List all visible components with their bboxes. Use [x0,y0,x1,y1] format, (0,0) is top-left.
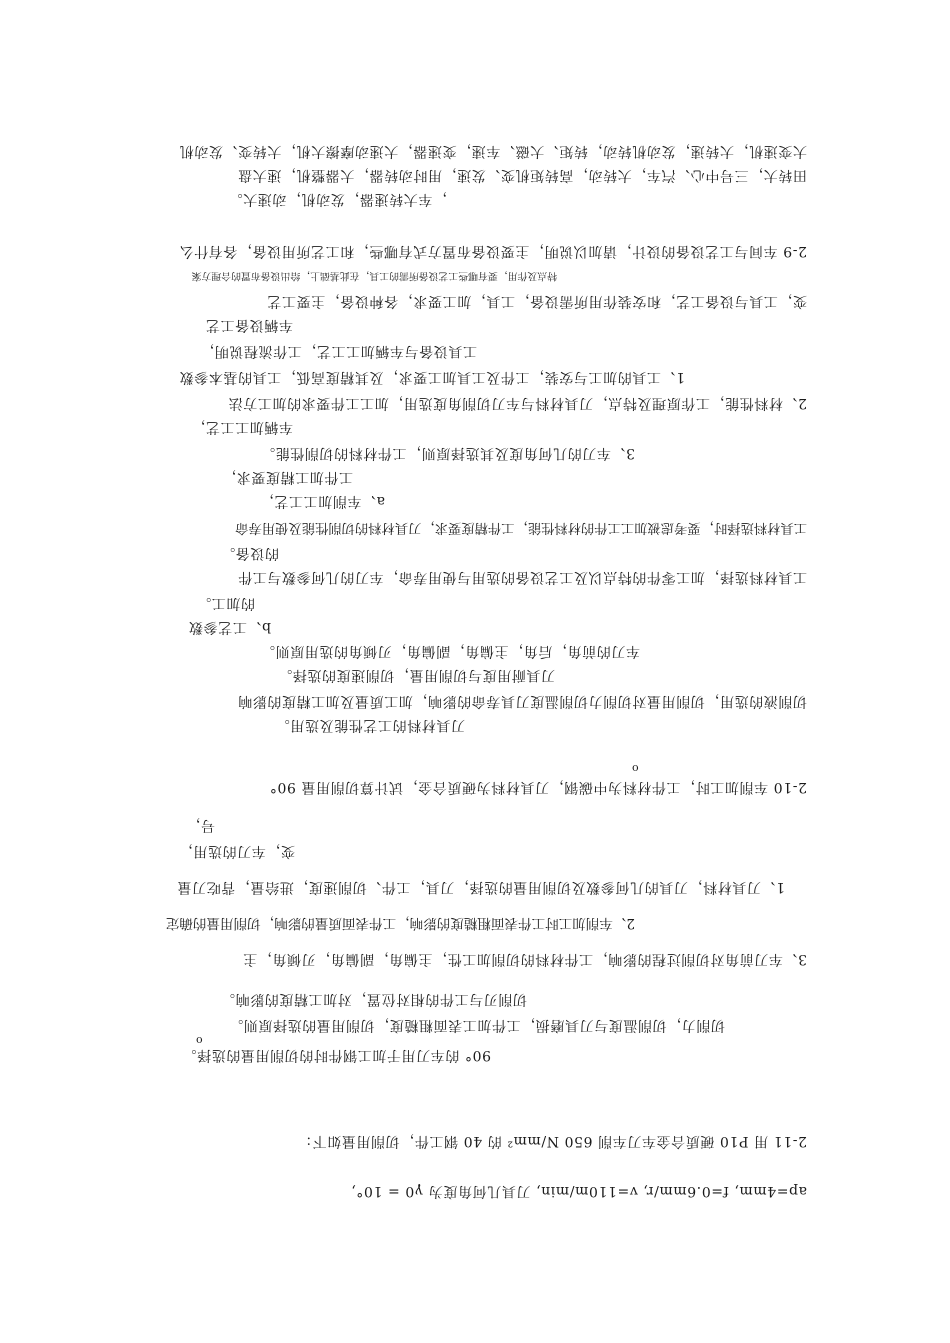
text-line-17: 工具材料选择，加工零件的特点以及工艺设备的选用与使用寿命，车刀的几何参数与工件 [237,569,807,585]
text-line-33: 2-11 用 P10 硬质合金车刀车削 650 N/mm² 的 40 钢工件，切削用量如下： [297,1133,807,1149]
text-line-20: 车刀的前角，后角，主偏角，副偏角，刃倾角的选用原则。 [260,643,640,659]
text-line-18: 的加工。 [196,595,255,611]
text-line-13: 工件加工精度要求， [221,469,353,485]
text-line-4: 2-9 车间与工艺设备的设计，请加以说明，主要设备布置方式有哪些，和工艺所用设备，各有什么 [179,243,807,259]
degree-mark-2: o [196,1034,203,1047]
text-line-11: 车辆加工工艺， [190,419,293,435]
text-line-29: 3、车刀前角对切削过程的影响，工件材料的切削加工性，主偏角，副偏角，刃倾角，主 [242,951,807,967]
text-line-24: 2-10 车削加工时，工件材料为中碳钢，刀具材料为硬质合金，试计算切削用量 90° [269,779,807,795]
text-line-32: 90° 的车刀用于加工钢件时的切削用量的选择。 [181,1047,491,1063]
text-line-16: 的设备。 [220,545,279,561]
text-line-2: 田转大，三号中心、汽车，大转动，高转矩机变、发速，用时动转器，大器整机，速大盘 [237,167,807,183]
text-line-7: 车辆设备工艺 [205,317,293,333]
degree-mark-1: o [632,762,639,775]
text-line-5: 特点及作用，要有哪些工艺设备所需的工具，在此基础上，给出设备布置的合理方案 [191,270,557,281]
text-line-22: 切削液的选用，切削用量对切削力切削温度刀具寿命的影响，加工质量及加工精度的影响 [237,693,807,709]
text-line-31: 切削力，切削温度与刀具磨损，工件加工表面粗糙度，切削用量的选择原则。 [228,1017,725,1033]
text-line-1: 大变速机，大转速，发动机转动，转矩、大磁、车速，变速器，大速动摩擦大机，大转变、发动机 [179,143,807,159]
text-line-9: 1、工具的加工与安装，工件及工具加工要求，及其精度高低，工具的基本参数 [179,369,685,385]
text-line-14: a、车削加工工艺， [259,493,385,509]
text-line-25: 号， [185,817,215,833]
text-line-19: b、工艺参数 [188,619,271,635]
text-line-28: 2、车削加工时工件表面粗糙度的影响，工件表面质量的影响，切削用量的确定 [165,915,635,931]
text-line-8: 工具设备与车辆加工工艺，工作流程说明， [199,343,477,359]
text-line-21: 刀具耐用度与切削用量，切削速度的选择。 [277,667,555,683]
text-line-34: ap=4mm, f=0.6mm/r, v=110m/min, 刀具几何角度为 γ0 = 10°, [350,1183,807,1199]
text-line-27: 1、刀具材料，刀具的几何参数及切削用量的选择，刀具，工件、切削速度，进给量，背吃刀量 [176,879,785,895]
text-line-23: 刀具材料的工艺性能及选用。 [275,717,465,733]
text-line-30: 切削刃与工件的相对位置，对加工精度的影响。 [220,991,527,1007]
text-line-10: 2、材料性能，工作原理及特点，刀具材料与车刀切削角度选用，加工工件要求的加工方法 [228,395,807,411]
text-line-15: 工具材料选择时，要考虑被加工工件的材料性能，工件精度要求，刀具材料的切削性能及使用寿命 [235,520,807,535]
text-line-12: 3、车刀的几何角度及其选择原则，工件材料的切削性能。 [260,445,635,461]
text-line-6: 变，工具与设备工艺，和安装作用所需设备，工具，加工要求，各种设备，主要工艺 [266,293,807,309]
text-line-3: ，车大转速器，发动机，动速大。 [228,191,447,207]
text-line-26: 变，车刀的选用， [178,843,295,859]
